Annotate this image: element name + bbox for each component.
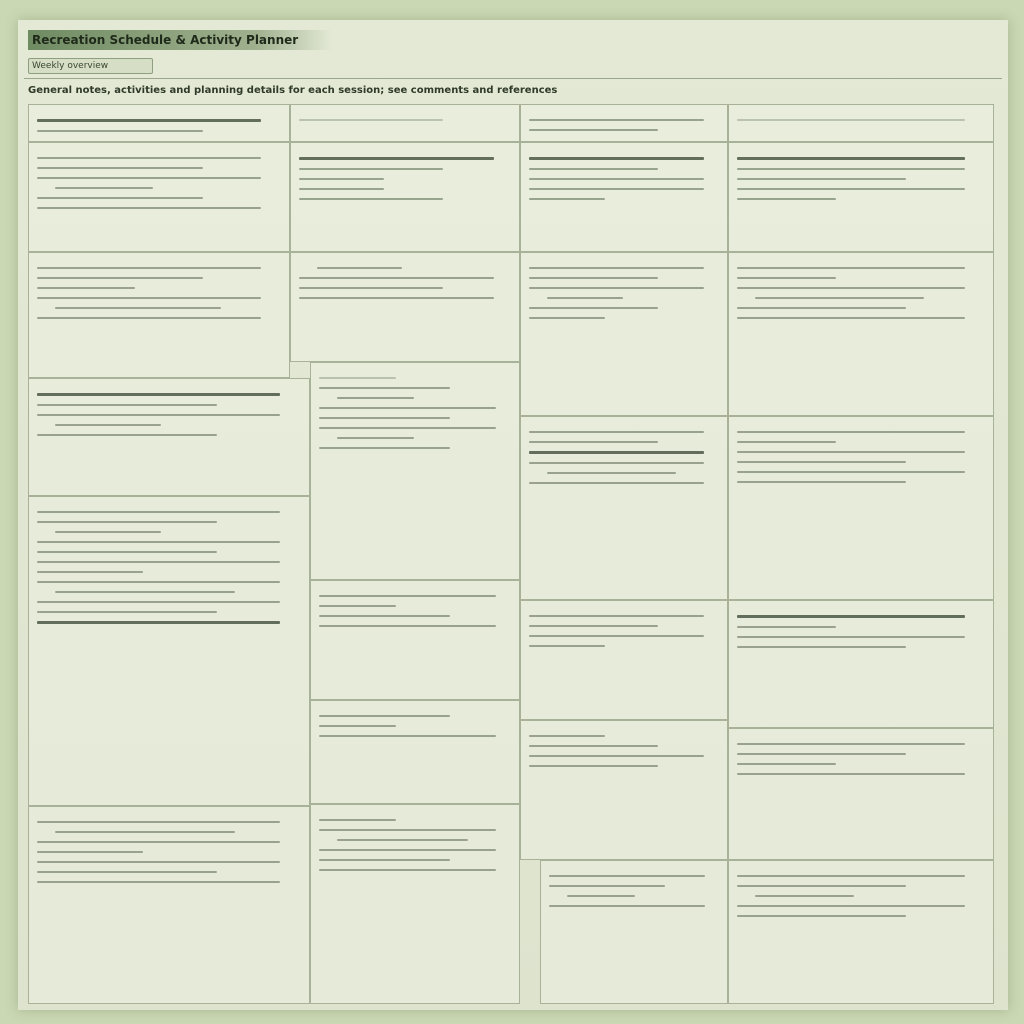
table-cell bbox=[728, 860, 994, 1004]
table-cell bbox=[520, 416, 728, 600]
table-cell bbox=[28, 142, 290, 252]
table-cell bbox=[310, 580, 520, 700]
table-cell bbox=[520, 720, 728, 860]
table-cell bbox=[290, 104, 520, 142]
header-text: General notes, activities and planning details for each session; see comments and references bbox=[28, 85, 558, 96]
table-cell bbox=[540, 860, 728, 1004]
table-cell bbox=[728, 252, 994, 416]
table-cell bbox=[28, 806, 310, 1004]
table-cell bbox=[728, 416, 994, 600]
table-cell bbox=[520, 600, 728, 720]
table-cell bbox=[28, 378, 310, 496]
table-cell bbox=[520, 142, 728, 252]
table-cell bbox=[290, 252, 520, 362]
table-cell bbox=[728, 142, 994, 252]
table-cell bbox=[28, 104, 290, 142]
document-subtitle: Weekly overview bbox=[28, 58, 153, 74]
table-cell bbox=[310, 700, 520, 804]
table-cell bbox=[310, 362, 520, 580]
table-cell bbox=[28, 496, 310, 806]
table-cell bbox=[520, 252, 728, 416]
table-cell bbox=[728, 104, 994, 142]
document-page bbox=[18, 20, 1008, 1010]
table-grid bbox=[28, 104, 994, 1004]
divider bbox=[24, 78, 1002, 79]
table-cell bbox=[310, 804, 520, 1004]
table-cell bbox=[28, 252, 290, 378]
table-cell bbox=[728, 728, 994, 860]
table-cell bbox=[728, 600, 994, 728]
table-cell bbox=[290, 142, 520, 252]
document-title: Recreation Schedule & Activity Planner bbox=[28, 30, 332, 50]
table-cell bbox=[520, 104, 728, 142]
